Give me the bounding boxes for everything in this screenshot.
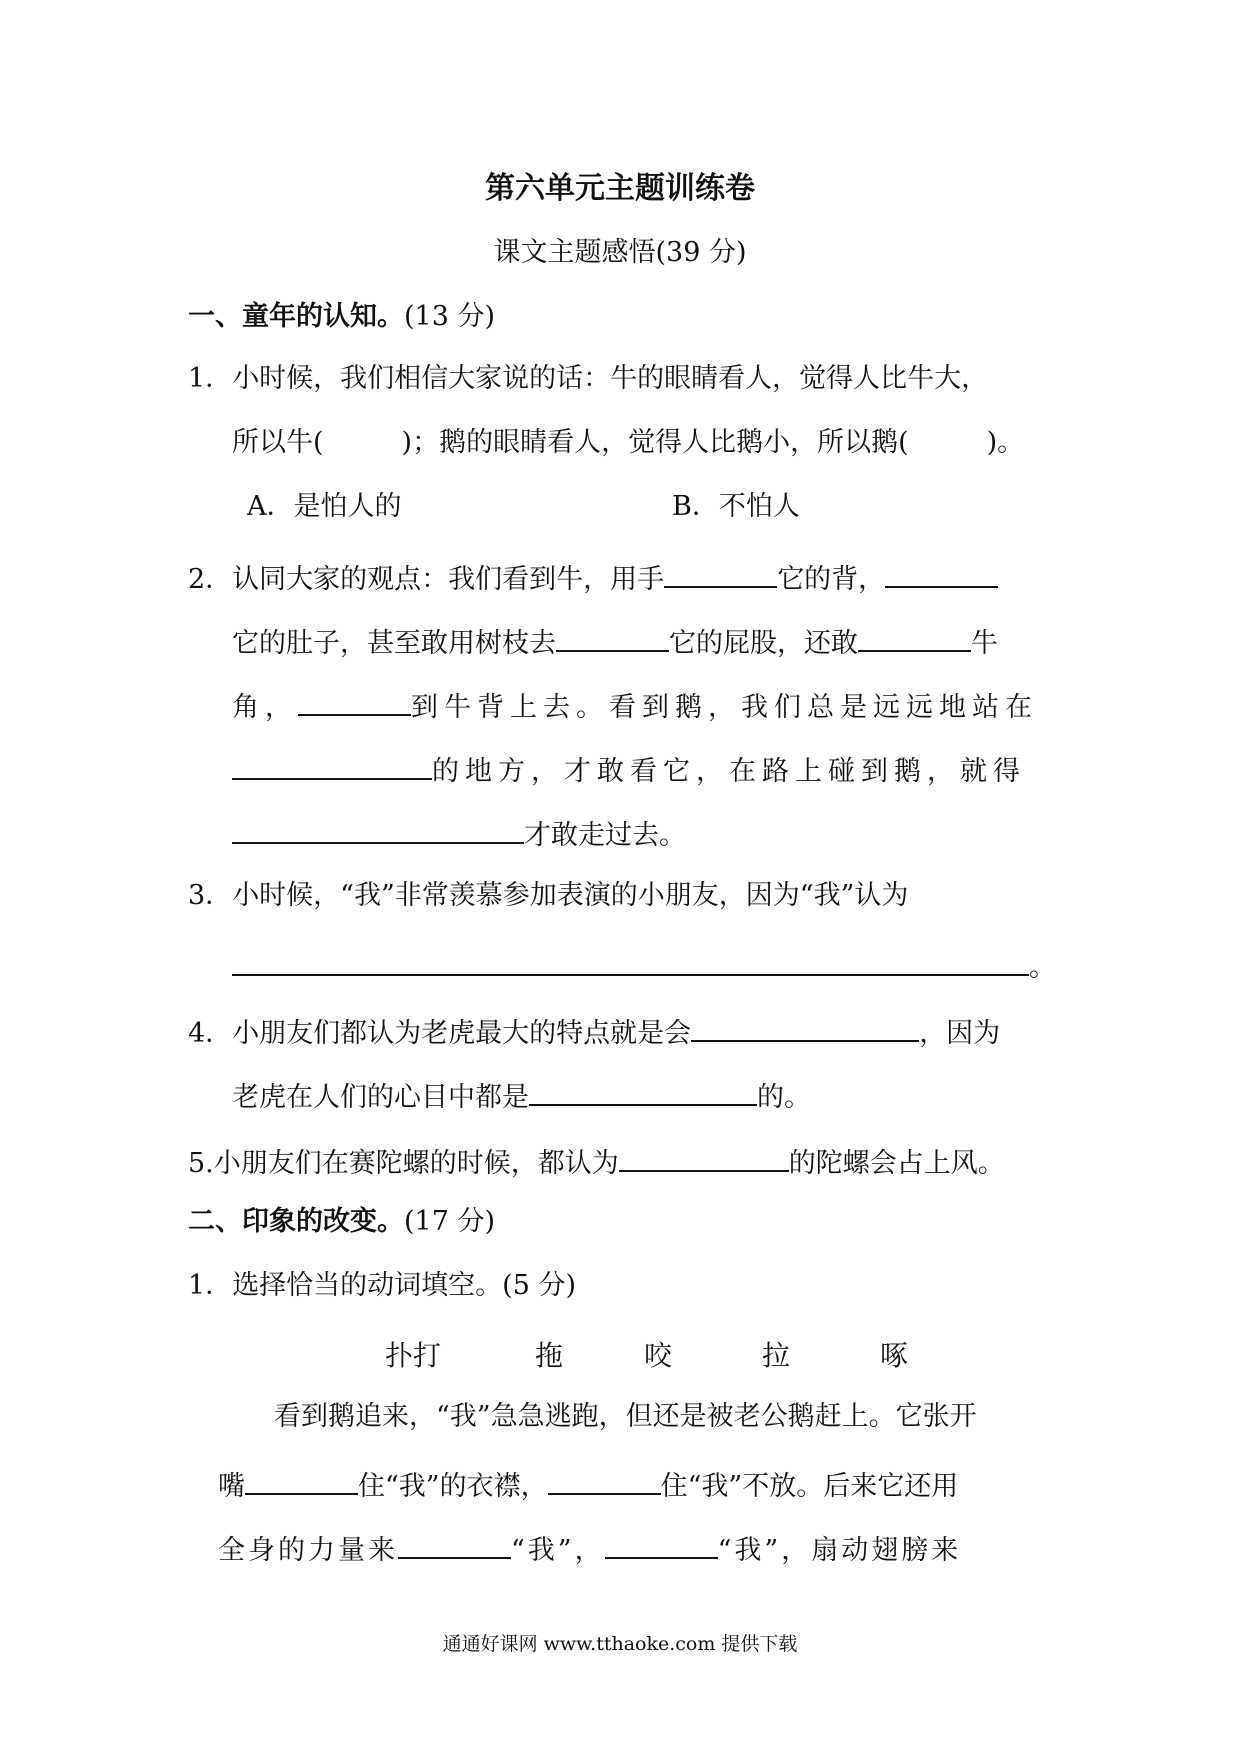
fill-blank[interactable] <box>232 748 432 780</box>
fill-blank[interactable] <box>298 684 411 716</box>
section-2-question-1 <box>188 1268 576 1304</box>
question-number: 1． <box>188 1270 233 1301</box>
question-4-line-2 <box>232 1074 811 1116</box>
question-text: 角， <box>232 692 298 723</box>
verb-option: 啄 <box>880 1339 909 1372</box>
question-text: 到牛背上去。看到鹅，我们总是远远地站在 <box>411 692 1038 723</box>
fill-blank[interactable] <box>664 556 777 588</box>
fill-blank[interactable] <box>245 1463 358 1495</box>
question-text: 小时候，“我”非常羡慕参加表演的小朋友，因为“我”认为 <box>232 880 909 911</box>
question-1 <box>188 361 988 397</box>
footer-text: 通通好课网 www.tthaoke.com 提供下载 <box>442 1633 798 1655</box>
option-a: A．是怕人的 <box>247 491 402 522</box>
question-text: 它的肚子，甚至敢用树枝去 <box>232 628 556 659</box>
fill-blank[interactable] <box>858 620 971 652</box>
question-text: 所以牛( <box>232 427 324 458</box>
question-text: 小朋友们在赛陀螺的时候，都认为 <box>213 1148 619 1179</box>
section-2-score: (17 分) <box>404 1206 496 1237</box>
question-text: 老虎在人们的心目中都是 <box>232 1082 529 1113</box>
question-text: 。 <box>1029 952 1056 983</box>
question-number: 5. <box>188 1148 214 1179</box>
section-1-title: 一、童年的认知。 <box>188 301 404 332</box>
question-text: )。 <box>986 427 1025 458</box>
fill-blank[interactable] <box>232 812 524 844</box>
question-text: 小朋友们都认为老虎最大的特点就是会 <box>232 1018 692 1049</box>
question-text: 它的屁股，还敢 <box>669 628 858 659</box>
section-2-title: 二、印象的改变。 <box>188 1206 404 1237</box>
verb-option: 咬 <box>644 1339 673 1372</box>
verb-option: 拖 <box>535 1339 564 1372</box>
question-text: ，因为 <box>919 1018 1001 1049</box>
fill-blank[interactable] <box>556 620 669 652</box>
question-number: 3． <box>188 880 233 911</box>
section-2-heading <box>188 1204 495 1240</box>
fill-blank[interactable] <box>398 1527 511 1559</box>
passage-text: 全身的力量来 <box>218 1535 398 1566</box>
verb-option: 扑打 <box>385 1339 442 1372</box>
question-2-line-2 <box>232 620 998 662</box>
question-number: 4． <box>188 1018 233 1049</box>
question-3-line-2 <box>232 944 1056 986</box>
page-title: 第六单元主题训练卷 <box>485 171 755 206</box>
question-2-line-3 <box>232 684 1038 726</box>
passage-text: 嘴 <box>218 1471 245 1502</box>
question-text: 小时候，我们相信大家说的话：牛的眼睛看人，觉得人比牛大， <box>232 363 989 394</box>
passage-text: 住“我”不放。后来它还用 <box>660 1471 959 1502</box>
question-text: 牛 <box>971 628 998 659</box>
question-number: 2． <box>188 564 233 595</box>
question-5 <box>188 1140 1005 1182</box>
page-subtitle: 课文主题感悟(39 分) <box>493 237 747 268</box>
passage-line-3 <box>218 1527 961 1569</box>
passage-text: “我”，扇动翅膀来 <box>717 1535 962 1566</box>
question-text: 认同大家的观点：我们看到牛，用手 <box>232 564 665 595</box>
option-b: B．不怕人 <box>672 491 800 522</box>
fill-blank[interactable] <box>548 1463 661 1495</box>
verb-option: 拉 <box>762 1339 791 1372</box>
question-text: 的陀螺会占上风。 <box>788 1148 1005 1179</box>
question-text: 它的背， <box>777 564 886 595</box>
question-text: )；鹅的眼睛看人，觉得人比鹅小，所以鹅( <box>401 427 909 458</box>
passage-text: 住“我”的衣襟， <box>358 1471 548 1502</box>
fill-blank[interactable] <box>529 1074 757 1106</box>
question-number: 1． <box>188 363 233 394</box>
section-1-score: (13 分) <box>404 301 496 332</box>
passage-text: “我”， <box>511 1535 605 1566</box>
question-text: 才敢走过去。 <box>524 820 686 851</box>
fill-blank[interactable] <box>605 1527 718 1559</box>
question-2 <box>188 556 998 598</box>
section-1-heading <box>188 299 495 335</box>
question-text: 的地方，才敢看它，在路上碰到鹅，就得 <box>432 756 1026 787</box>
question-1-line-2 <box>232 425 1024 461</box>
question-4 <box>188 1010 1000 1052</box>
fill-blank[interactable] <box>691 1010 919 1042</box>
question-text: 的。 <box>757 1082 811 1113</box>
question-2-line-4 <box>232 748 1026 790</box>
question-2-line-5 <box>232 812 686 854</box>
question-text: 选择恰当的动词填空。(5 分) <box>232 1270 577 1301</box>
passage-line-2 <box>218 1463 958 1505</box>
fill-blank[interactable] <box>885 556 998 588</box>
fill-blank[interactable] <box>232 944 1029 976</box>
question-3 <box>188 878 908 914</box>
passage-line-1: 看到鹅追来，“我”急急逃跑，但还是被老公鹅赶上。它张开 <box>274 1401 977 1432</box>
fill-blank[interactable] <box>619 1140 789 1172</box>
